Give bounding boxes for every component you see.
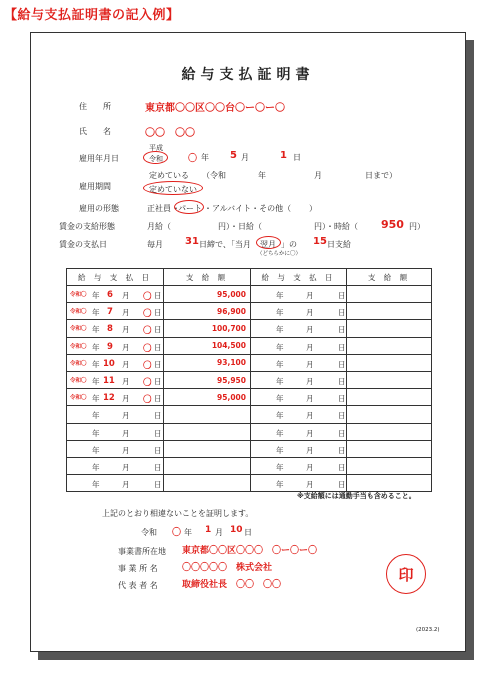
form-regular: 正社員 xyxy=(147,204,171,213)
right-pay-date-cell xyxy=(251,423,347,440)
date-part: 月 xyxy=(306,342,314,352)
pay-close: 」の xyxy=(281,240,297,249)
representative-value: 取締役社長 〇〇 〇〇 xyxy=(182,580,282,590)
company-seal xyxy=(386,554,426,594)
form-close: ） xyxy=(309,204,317,213)
hire-year-unit: 年 xyxy=(201,153,209,162)
era-heisei: 平成 xyxy=(149,144,163,152)
cert-day-unit: 日 xyxy=(244,528,252,537)
table-row xyxy=(67,440,432,457)
date-part: 月 xyxy=(306,445,314,455)
table-row xyxy=(67,371,432,388)
right-amount-cell xyxy=(347,286,432,303)
date-part: 9 xyxy=(107,341,113,352)
date-part: 日 xyxy=(154,428,162,438)
date-part: 11 xyxy=(103,375,115,386)
date-part: 年 xyxy=(276,445,284,455)
cert-month-unit: 月 xyxy=(215,528,223,537)
period-paren-open: （令和 xyxy=(202,171,226,180)
left-pay-date-cell xyxy=(67,389,164,406)
date-part: 日 xyxy=(338,411,346,421)
header-amount-right: 支 給 額 xyxy=(347,269,432,286)
left-pay-date-cell xyxy=(67,371,164,388)
certify-text: 上記のとおり相違ないことを証明します。 xyxy=(102,509,254,518)
right-pay-date-cell xyxy=(251,406,347,423)
seal-text: 印 xyxy=(398,565,414,584)
cert-year-unit: 年 xyxy=(184,528,192,537)
payment-table xyxy=(66,268,432,492)
period-defined: 定めている xyxy=(149,171,189,180)
date-part: 日 xyxy=(154,291,162,300)
office-name-label: 事 業 所 名 xyxy=(118,564,158,573)
date-part: 日 xyxy=(338,359,346,369)
name-label: 氏 名 xyxy=(79,127,111,136)
name-value: 〇〇 〇〇 xyxy=(145,128,195,139)
date-part: 年 xyxy=(92,342,100,352)
right-amount-cell xyxy=(347,457,432,474)
representative-label: 代 表 者 名 xyxy=(118,581,158,590)
date-part: 年 xyxy=(276,359,284,369)
pay-day-label: 賃金の支払日 xyxy=(59,240,107,249)
date-part: 月 xyxy=(122,325,130,335)
date-part: 日 xyxy=(338,428,346,438)
date-part: 月 xyxy=(306,359,314,369)
date-part: 月 xyxy=(122,342,130,352)
date-part: 月 xyxy=(122,445,130,455)
period-label: 雇用期間 xyxy=(79,182,111,191)
date-part: 月 xyxy=(122,411,130,421)
date-part: 日 xyxy=(338,480,346,490)
date-part: 年 xyxy=(276,480,284,490)
form-label: 雇用の形態 xyxy=(79,204,119,213)
date-part: 月 xyxy=(306,462,314,472)
pay-hourly-value: 950 xyxy=(381,218,404,231)
date-part: 年 xyxy=(92,359,100,369)
right-amount-cell xyxy=(347,354,432,371)
table-row xyxy=(67,286,432,303)
right-pay-date-cell xyxy=(251,371,347,388)
era-reiwa-circle xyxy=(143,151,168,164)
date-part: 年 xyxy=(92,394,100,404)
date-part: 令和〇 xyxy=(70,309,87,316)
date-part: 月 xyxy=(122,480,130,490)
date-part: 日 xyxy=(154,342,162,352)
date-part: 年 xyxy=(92,445,100,455)
date-part: 日 xyxy=(154,411,162,421)
right-amount-cell xyxy=(347,303,432,320)
right-pay-date-cell xyxy=(251,286,347,303)
left-pay-date-cell xyxy=(67,475,164,492)
date-part: 〇 xyxy=(143,326,152,337)
hire-date-label: 雇用年月日 xyxy=(79,154,119,163)
right-pay-date-cell xyxy=(251,303,347,320)
table-row xyxy=(67,303,432,320)
table-row xyxy=(67,389,432,406)
header-amount-left: 支 給 額 xyxy=(164,269,251,286)
right-pay-date-cell xyxy=(251,457,347,474)
date-part: 月 xyxy=(306,376,314,386)
header-pay-date-left: 給 与 支 払 日 xyxy=(67,269,164,286)
date-part: 令和〇 xyxy=(70,395,87,402)
left-amount-cell: 96,900 xyxy=(164,303,251,320)
pay-monthly: 月給（ xyxy=(147,222,171,231)
left-pay-date-cell xyxy=(67,423,164,440)
date-part: 月 xyxy=(306,394,314,404)
left-amount-cell: 95,950 xyxy=(164,371,251,388)
left-amount-cell: 93,100 xyxy=(164,354,251,371)
date-part: 月 xyxy=(306,411,314,421)
date-part: 令和〇 xyxy=(70,377,87,384)
pay-hourly-label: 円）・時給（ xyxy=(314,222,358,231)
date-part: 月 xyxy=(306,428,314,438)
date-part: 年 xyxy=(276,325,284,335)
right-amount-cell xyxy=(347,337,432,354)
certificate-paper xyxy=(30,32,466,652)
commute-note: ※支給額には通勤手当も含めること。 xyxy=(297,492,416,500)
right-pay-date-cell xyxy=(251,337,347,354)
left-pay-date-cell xyxy=(67,354,164,371)
left-pay-date-cell xyxy=(67,337,164,354)
date-part: 日 xyxy=(338,342,346,352)
date-part: 〇 xyxy=(143,309,152,320)
left-amount-cell xyxy=(164,457,251,474)
cert-month: 1 xyxy=(205,525,212,535)
date-part: 〇 xyxy=(143,395,152,406)
hire-day-unit: 日 xyxy=(293,153,301,162)
office-address-label: 事業書所在地 xyxy=(118,547,166,556)
table-row xyxy=(67,354,432,371)
left-amount-cell xyxy=(164,440,251,457)
document-title: 給与支払証明書 xyxy=(181,67,315,83)
left-amount-cell xyxy=(164,423,251,440)
table-row xyxy=(67,457,432,474)
right-pay-date-cell xyxy=(251,389,347,406)
date-part: 日 xyxy=(338,291,346,300)
date-part: 月 xyxy=(122,291,130,300)
date-part: 8 xyxy=(107,324,113,335)
left-amount-cell: 95,000 xyxy=(164,286,251,303)
date-part: 日 xyxy=(338,394,346,404)
right-amount-cell xyxy=(347,475,432,492)
date-part: 〇 xyxy=(143,377,152,388)
right-amount-cell xyxy=(347,406,432,423)
right-pay-date-cell xyxy=(251,475,347,492)
date-part: 年 xyxy=(92,428,100,438)
right-amount-cell xyxy=(347,389,432,406)
pay-day-unit: 日支給 xyxy=(327,240,351,249)
left-pay-date-cell xyxy=(67,286,164,303)
date-part: 日 xyxy=(154,462,162,472)
date-part: 日 xyxy=(338,445,346,455)
date-part: 〇 xyxy=(143,360,152,371)
date-part: 〇 xyxy=(143,343,152,354)
period-undefined-circle xyxy=(143,181,203,195)
date-part: 年 xyxy=(92,325,100,335)
left-amount-cell: 95,000 xyxy=(164,389,251,406)
address-label: 住 所 xyxy=(79,102,111,111)
cert-year: 〇 xyxy=(172,528,182,538)
hire-month-unit: 月 xyxy=(241,153,249,162)
date-part: 6 xyxy=(107,290,113,300)
date-part: 年 xyxy=(276,411,284,421)
date-part: 日 xyxy=(154,359,162,369)
date-part: 月 xyxy=(306,325,314,335)
pay-cutoff: 31 xyxy=(185,236,199,247)
left-amount-cell: 104,500 xyxy=(164,337,251,354)
left-amount-cell xyxy=(164,475,251,492)
date-part: 日 xyxy=(338,462,346,472)
date-part: 〇 xyxy=(143,292,152,302)
example-banner: 【給与支払証明書の記入例】 xyxy=(4,8,180,23)
date-part: 日 xyxy=(338,325,346,335)
date-part: 12 xyxy=(103,393,115,404)
date-part: 令和〇 xyxy=(70,360,87,367)
pay-hourly-unit: 円） xyxy=(409,222,425,231)
date-part: 日 xyxy=(154,445,162,455)
hire-year: 〇 xyxy=(188,154,198,164)
header-pay-date-right: 給 与 支 払 日 xyxy=(251,269,347,286)
pay-next-month: 翌月 xyxy=(260,240,276,249)
office-name-value: 〇〇〇〇〇 株式会社 xyxy=(182,563,273,573)
pay-next-circle xyxy=(256,236,281,249)
date-part: 月 xyxy=(122,462,130,472)
pay-day-monthly: 毎月 xyxy=(147,240,163,249)
date-part: 令和〇 xyxy=(70,292,87,298)
date-part: 年 xyxy=(92,411,100,421)
hire-day: 1 xyxy=(280,150,287,161)
left-pay-date-cell xyxy=(67,406,164,423)
cert-era: 令和 xyxy=(141,528,157,537)
period-year-unit: 年 xyxy=(258,171,266,180)
date-part: 年 xyxy=(92,462,100,472)
date-part: 年 xyxy=(276,394,284,404)
hire-month: 5 xyxy=(230,150,237,161)
date-part: 日 xyxy=(154,394,162,404)
date-part: 令和〇 xyxy=(70,326,87,333)
date-part: 日 xyxy=(338,376,346,386)
date-part: 月 xyxy=(122,359,130,369)
date-part: 日 xyxy=(154,308,162,318)
form-rest: ・アルバイト・その他（ xyxy=(204,204,292,213)
date-part: 年 xyxy=(92,308,100,318)
left-pay-date-cell xyxy=(67,303,164,320)
date-part: 月 xyxy=(122,308,130,318)
table-header-row xyxy=(67,269,432,286)
period-month-unit: 月 xyxy=(314,171,322,180)
table-row xyxy=(67,320,432,337)
left-pay-date-cell xyxy=(67,457,164,474)
date-part: 月 xyxy=(306,291,314,300)
date-part: 年 xyxy=(276,291,284,300)
table-row xyxy=(67,423,432,440)
left-amount-cell: 100,700 xyxy=(164,320,251,337)
date-part: 年 xyxy=(276,308,284,318)
table-row xyxy=(67,406,432,423)
date-part: 7 xyxy=(107,307,113,318)
date-part: 10 xyxy=(103,358,115,369)
right-amount-cell xyxy=(347,440,432,457)
form-part: パート xyxy=(178,204,202,213)
form-part-circle xyxy=(174,200,204,214)
date-part: 年 xyxy=(276,428,284,438)
document-version-date: (2023.2) xyxy=(416,627,440,633)
date-part: 年 xyxy=(92,480,100,490)
date-part: 年 xyxy=(92,376,100,386)
date-part: 月 xyxy=(122,428,130,438)
left-pay-date-cell xyxy=(67,440,164,457)
period-undefined: 定めていない xyxy=(149,185,197,194)
pay-daily: 円）・日給（ xyxy=(218,222,262,231)
right-pay-date-cell xyxy=(251,354,347,371)
date-part: 令和〇 xyxy=(70,343,87,350)
pay-day-value: 15 xyxy=(313,236,327,247)
cert-day: 10 xyxy=(230,525,243,535)
date-part: 月 xyxy=(306,308,314,318)
right-pay-date-cell xyxy=(251,320,347,337)
date-part: 年 xyxy=(276,462,284,472)
right-amount-cell xyxy=(347,320,432,337)
date-part: 日 xyxy=(154,480,162,490)
form-dot: ・ xyxy=(172,204,180,213)
date-part: 年 xyxy=(276,342,284,352)
right-amount-cell xyxy=(347,371,432,388)
period-until: 日まで） xyxy=(365,171,397,180)
address-value: 東京都〇〇区〇〇台〇ー〇ー〇 xyxy=(145,103,285,114)
table-row xyxy=(67,337,432,354)
date-part: 年 xyxy=(276,376,284,386)
pay-choice-note: （どちらかに〇） xyxy=(257,251,302,257)
right-amount-cell xyxy=(347,423,432,440)
table-row xyxy=(67,475,432,492)
date-part: 月 xyxy=(122,394,130,404)
date-part: 日 xyxy=(154,376,162,386)
date-part: 月 xyxy=(306,480,314,490)
date-part: 年 xyxy=(92,291,100,300)
pay-form-label: 賃金の支給形態 xyxy=(59,222,115,231)
date-part: 日 xyxy=(338,308,346,318)
left-pay-date-cell xyxy=(67,320,164,337)
office-address-value: 東京都〇〇区〇〇〇 〇ー〇ー〇 xyxy=(182,546,318,556)
left-amount-cell xyxy=(164,406,251,423)
right-pay-date-cell xyxy=(251,440,347,457)
era-reiwa: 令和 xyxy=(149,155,163,163)
date-part: 月 xyxy=(122,376,130,386)
pay-cutoff-unit: 日締で、「当月 xyxy=(199,240,251,249)
date-part: 日 xyxy=(154,325,162,335)
